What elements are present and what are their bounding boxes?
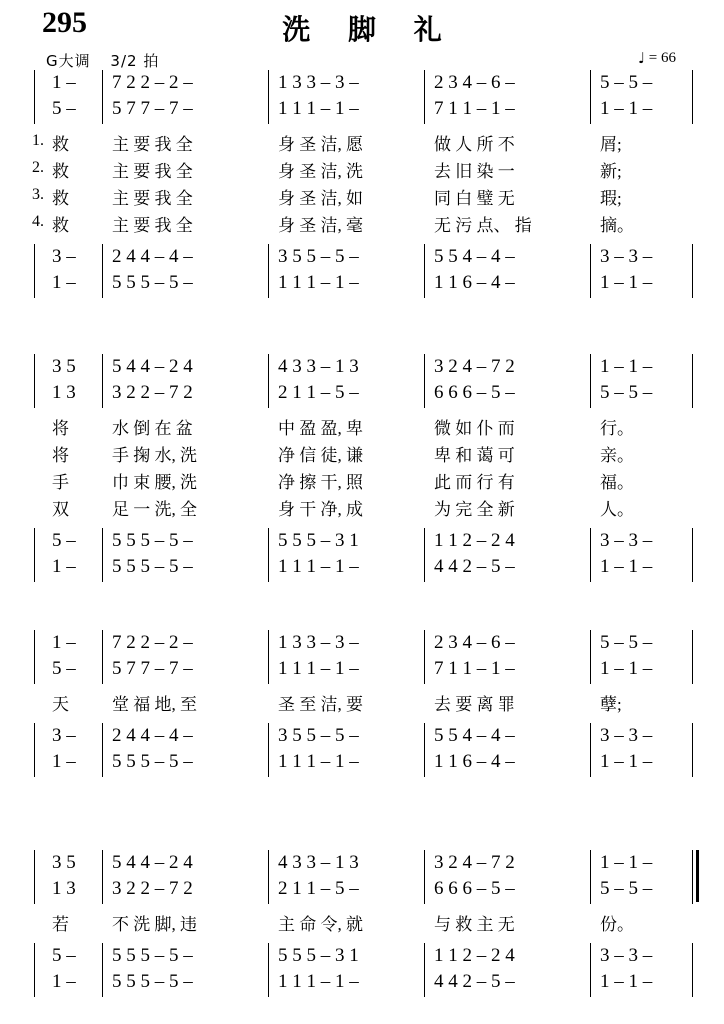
notation-measure: 1 1 2 – 2 4 [434, 945, 515, 966]
barline [102, 354, 103, 382]
notation-measure: 1 1 1 – 1 – [278, 971, 359, 992]
lyric-row [34, 414, 694, 441]
lyric-measure: 孽; [600, 695, 622, 714]
verse-number: 2. [32, 159, 44, 176]
barline [590, 850, 591, 878]
barline [268, 656, 269, 684]
notation-measure: 7 1 1 – 1 – [434, 658, 515, 679]
barline [102, 850, 103, 878]
barline [424, 749, 425, 777]
barline [268, 749, 269, 777]
lyric-measure: 份。 [600, 915, 634, 934]
lyric-measure: 摘。 [600, 216, 634, 235]
lyric-measure: 手 掬 水, 洗 [112, 446, 197, 465]
notation-measure: 1 1 6 – 4 – [434, 751, 515, 772]
barline [102, 656, 103, 684]
notation-measure: 3 2 4 – 7 2 [434, 356, 515, 377]
notation-measure: 4 4 2 – 5 – [434, 971, 515, 992]
barline [268, 630, 269, 658]
barline [692, 354, 693, 382]
barline [590, 630, 591, 658]
lyric-measure: 主 要 我 全 [112, 216, 193, 235]
notation-measure: 3 – 3 – [600, 530, 653, 551]
notation-measure: 3 5 [52, 356, 76, 377]
barline [692, 70, 693, 98]
barline [424, 96, 425, 124]
notation-measure: 6 6 6 – 5 – [434, 382, 515, 403]
lyric-measure: 微 如 仆 而 [434, 419, 515, 438]
lyric-measure: 圣 至 洁, 要 [278, 695, 363, 714]
quarter-note-icon: ♩ [637, 49, 646, 67]
barline [424, 70, 425, 98]
lyric-row [34, 468, 694, 495]
lyric-measure: 屑; [600, 135, 622, 154]
notation-measure: 5 5 5 – 5 – [112, 971, 193, 992]
lyric-measure: 行。 [600, 419, 634, 438]
system-2 [34, 356, 694, 582]
barline [590, 70, 591, 98]
barline [34, 270, 35, 298]
barline [424, 244, 425, 272]
barline [692, 749, 693, 777]
barline [34, 528, 35, 556]
lyric-measure: 新; [600, 162, 622, 181]
lyric-measure: 此 而 行 有 [434, 473, 515, 492]
barline [424, 528, 425, 556]
barline [34, 380, 35, 408]
barline [34, 876, 35, 904]
barline [590, 969, 591, 997]
notation-measure: 1 – 1 – [600, 658, 653, 679]
barline [424, 354, 425, 382]
barline [102, 244, 103, 272]
barline [34, 969, 35, 997]
barline [268, 528, 269, 556]
lyric-measure: 亲。 [600, 446, 634, 465]
notation-measure: 5 5 5 – 3 1 [278, 945, 359, 966]
spacer [34, 717, 694, 725]
lyric-measure: 将 [52, 446, 69, 465]
barline [102, 630, 103, 658]
lyric-measure: 堂 福 地, 至 [112, 695, 197, 714]
barline [34, 943, 35, 971]
barline [424, 380, 425, 408]
barline [268, 723, 269, 751]
barline [692, 969, 693, 997]
notation-measure: 5 – [52, 530, 76, 551]
lyric-measure: 中 盈 盈, 卑 [278, 419, 363, 438]
lyric-measure: 为 完 全 新 [434, 500, 515, 519]
barline [590, 96, 591, 124]
notation-measure: 5 – 5 – [600, 72, 653, 93]
lyric-measure: 去 旧 染 一 [434, 162, 515, 181]
barline [102, 380, 103, 408]
barline [424, 723, 425, 751]
lyric-measure: 与 救 主 无 [434, 915, 515, 934]
barline [424, 876, 425, 904]
lyric-row [34, 690, 694, 717]
notation-measure: 1 1 1 – 1 – [278, 751, 359, 772]
notation-measure: 5 – 5 – [600, 878, 653, 899]
notation-measure: 6 6 6 – 5 – [434, 878, 515, 899]
lyric-measure: 身 圣 洁, 毫 [278, 216, 363, 235]
notation-measure: 2 4 4 – 4 – [112, 725, 193, 746]
staff-row-bass [34, 556, 694, 582]
barline [102, 554, 103, 582]
barline [692, 876, 693, 904]
staff-row-bass [34, 971, 694, 997]
notation-measure: 5 – [52, 98, 76, 119]
staff-row-soprano [34, 356, 694, 382]
staff-row-soprano [34, 72, 694, 98]
notation-measure: 1 1 2 – 2 4 [434, 530, 515, 551]
barline [34, 749, 35, 777]
lyric-measure: 救 [52, 162, 69, 181]
barline [102, 528, 103, 556]
barline [34, 630, 35, 658]
lyric-row [34, 910, 694, 937]
notation-measure: 4 4 2 – 5 – [434, 556, 515, 577]
barline [34, 244, 35, 272]
barline [590, 656, 591, 684]
notation-measure: 1 – [52, 72, 76, 93]
barline [34, 656, 35, 684]
lyric-measure: 主 要 我 全 [112, 162, 193, 181]
barline [590, 943, 591, 971]
key-signature: G大调 [46, 52, 91, 70]
barline [102, 723, 103, 751]
lyric-measure: 去 要 离 罪 [434, 695, 515, 714]
notation-measure: 5 5 4 – 4 – [434, 725, 515, 746]
notation-measure: 3 – 3 – [600, 246, 653, 267]
notation-measure: 2 1 1 – 5 – [278, 382, 359, 403]
notation-measure: 5 5 5 – 3 1 [278, 530, 359, 551]
barline [692, 528, 693, 556]
lyric-measure: 身 圣 洁, 洗 [278, 162, 363, 181]
notation-measure: 1 – 1 – [600, 852, 653, 873]
barline [692, 554, 693, 582]
lyric-measure: 身 圣 洁, 愿 [278, 135, 363, 154]
verse-number: 1. [32, 132, 44, 149]
lyric-measure: 水 倒 在 盆 [112, 419, 193, 438]
barline [102, 70, 103, 98]
system-1 [34, 72, 694, 298]
notation-measure: 1 1 6 – 4 – [434, 272, 515, 293]
notation-measure: 5 5 5 – 5 – [112, 272, 193, 293]
notation-measure: 3 2 4 – 7 2 [434, 852, 515, 873]
tempo-marking [638, 48, 676, 67]
barline [102, 749, 103, 777]
barline [590, 528, 591, 556]
notation-measure: 5 – 5 – [600, 382, 653, 403]
barline [692, 630, 693, 658]
lyric-measure: 同 白 璧 无 [434, 189, 515, 208]
notation-measure: 1 1 1 – 1 – [278, 98, 359, 119]
barline [34, 723, 35, 751]
lyric-measure: 福。 [600, 473, 634, 492]
lyric-measure: 净 信 徒, 谦 [278, 446, 363, 465]
barline [102, 943, 103, 971]
lyric-measure: 双 [52, 500, 69, 519]
notation-measure: 5 5 5 – 5 – [112, 556, 193, 577]
barline [34, 554, 35, 582]
barline [424, 850, 425, 878]
lyric-row [34, 157, 694, 184]
staff-row-alto [34, 658, 694, 684]
tempo-value: = 66 [648, 50, 676, 66]
lyric-measure: 主 要 我 全 [112, 189, 193, 208]
notation-measure: 5 5 4 – 4 – [434, 246, 515, 267]
barline [590, 354, 591, 382]
lyric-measure: 将 [52, 419, 69, 438]
barline [590, 723, 591, 751]
verse-number: 3. [32, 186, 44, 203]
staff-row-tenor [34, 725, 694, 751]
notation-measure: 3 5 5 – 5 – [278, 246, 359, 267]
barline [268, 554, 269, 582]
notation-measure: 5 5 5 – 5 – [112, 945, 193, 966]
time-signature: 3/2 拍 [110, 52, 160, 70]
final-barline [696, 850, 699, 902]
barline [590, 876, 591, 904]
notation-measure: 3 5 [52, 852, 76, 873]
lyric-measure: 不 洗 脚, 违 [112, 915, 197, 934]
notation-measure: 1 – [52, 272, 76, 293]
notation-measure: 1 – 1 – [600, 98, 653, 119]
notation-measure: 3 – 3 – [600, 945, 653, 966]
notation-measure: 3 – [52, 725, 76, 746]
notation-measure: 1 – 1 – [600, 971, 653, 992]
notation-measure: 1 – 1 – [600, 356, 653, 377]
barline [692, 96, 693, 124]
staff-row-soprano [34, 852, 694, 878]
notation-measure: 3 – [52, 246, 76, 267]
spacer [34, 522, 694, 530]
barline [102, 270, 103, 298]
notation-measure: 1 3 [52, 878, 76, 899]
key-meter [46, 50, 159, 71]
barline [268, 969, 269, 997]
notation-measure: 2 3 4 – 6 – [434, 72, 515, 93]
notation-measure: 7 2 2 – 2 – [112, 72, 193, 93]
barline [590, 380, 591, 408]
barline [424, 270, 425, 298]
notation-measure: 5 – [52, 945, 76, 966]
barline [692, 244, 693, 272]
lyric-measure: 若 [52, 915, 69, 934]
system-4 [34, 852, 694, 997]
barline [424, 656, 425, 684]
lyric-measure: 天 [52, 695, 69, 714]
barline [692, 850, 693, 878]
lyric-measure: 救 [52, 216, 69, 235]
barline [692, 943, 693, 971]
notation-measure: 5 7 7 – 7 – [112, 658, 193, 679]
notation-measure: 1 – 1 – [600, 751, 653, 772]
lyric-measure: 主 命 令, 就 [278, 915, 363, 934]
barline [424, 943, 425, 971]
staff-row-alto [34, 878, 694, 904]
notation-measure: 1 – [52, 632, 76, 653]
staff-row-tenor [34, 530, 694, 556]
notation-measure: 1 1 1 – 1 – [278, 658, 359, 679]
notation-measure: 5 5 5 – 5 – [112, 751, 193, 772]
notation-measure: 1 – 1 – [600, 556, 653, 577]
barline [692, 723, 693, 751]
notation-measure: 4 3 3 – 1 3 [278, 852, 359, 873]
lyric-measure: 足 一 洗, 全 [112, 500, 197, 519]
barline [268, 70, 269, 98]
staff-row-alto [34, 98, 694, 124]
barline [102, 969, 103, 997]
spacer [34, 937, 694, 945]
barline [590, 270, 591, 298]
lyric-measure: 救 [52, 135, 69, 154]
notation-measure: 1 3 3 – 3 – [278, 72, 359, 93]
notation-measure: 7 1 1 – 1 – [434, 98, 515, 119]
barline [590, 244, 591, 272]
lyric-measure: 主 要 我 全 [112, 135, 193, 154]
notation-measure: 5 – [52, 658, 76, 679]
notation-measure: 2 1 1 – 5 – [278, 878, 359, 899]
verse-number: 4. [32, 213, 44, 230]
spacer [34, 238, 694, 246]
notation-measure: 1 3 [52, 382, 76, 403]
barline [268, 943, 269, 971]
barline [590, 749, 591, 777]
barline [590, 554, 591, 582]
notation-measure: 2 3 4 – 6 – [434, 632, 515, 653]
notation-measure: 2 4 4 – 4 – [112, 246, 193, 267]
barline [34, 850, 35, 878]
barline [268, 270, 269, 298]
notation-measure: 1 – 1 – [600, 272, 653, 293]
notation-measure: 3 5 5 – 5 – [278, 725, 359, 746]
lyric-measure: 瑕; [600, 189, 622, 208]
notation-measure: 7 2 2 – 2 – [112, 632, 193, 653]
barline [102, 876, 103, 904]
notation-measure: 1 – [52, 751, 76, 772]
lyric-measure: 做 人 所 不 [434, 135, 515, 154]
lyric-row [34, 130, 694, 157]
lyric-measure: 净 擦 干, 照 [278, 473, 363, 492]
barline [102, 96, 103, 124]
notation-measure: 1 – [52, 971, 76, 992]
lyric-measure: 身 圣 洁, 如 [278, 189, 363, 208]
notation-measure: 5 – 5 – [600, 632, 653, 653]
barline [424, 554, 425, 582]
staff-row-soprano [34, 632, 694, 658]
notation-measure: 3 2 2 – 7 2 [112, 878, 193, 899]
notation-measure: 5 5 5 – 5 – [112, 530, 193, 551]
lyric-measure: 身 干 净, 成 [278, 500, 363, 519]
staff-row-tenor [34, 246, 694, 272]
notation-measure: 3 2 2 – 7 2 [112, 382, 193, 403]
lyric-row [34, 441, 694, 468]
staff-row-alto [34, 382, 694, 408]
lyric-measure: 救 [52, 189, 69, 208]
lyric-measure: 无 污 点、 指 [434, 216, 532, 235]
notation-measure: 3 – 3 – [600, 725, 653, 746]
barline [34, 96, 35, 124]
staff-row-bass [34, 751, 694, 777]
lyric-row [34, 211, 694, 238]
notation-measure: 1 1 1 – 1 – [278, 556, 359, 577]
system-3 [34, 632, 694, 777]
lyric-measure: 人。 [600, 500, 634, 519]
lyric-measure: 巾 束 腰, 洗 [112, 473, 197, 492]
lyric-row [34, 495, 694, 522]
barline [268, 244, 269, 272]
lyric-row [34, 184, 694, 211]
barline [268, 380, 269, 408]
barline [34, 70, 35, 98]
barline [424, 969, 425, 997]
notation-measure: 1 1 1 – 1 – [278, 272, 359, 293]
notation-measure: 1 – [52, 556, 76, 577]
barline [268, 96, 269, 124]
notation-measure: 5 7 7 – 7 – [112, 98, 193, 119]
barline [424, 630, 425, 658]
notation-measure: 5 4 4 – 2 4 [112, 356, 193, 377]
lyric-measure: 卑 和 蔼 可 [434, 446, 515, 465]
barline [34, 354, 35, 382]
staff-row-bass [34, 272, 694, 298]
barline [692, 656, 693, 684]
notation-measure: 4 3 3 – 1 3 [278, 356, 359, 377]
barline [692, 380, 693, 408]
staff-row-tenor [34, 945, 694, 971]
lyric-measure: 手 [52, 473, 69, 492]
hymn-number: 295 [42, 6, 87, 39]
notation-measure: 5 4 4 – 2 4 [112, 852, 193, 873]
barline [268, 850, 269, 878]
page-title: 洗 脚 礼 [282, 13, 456, 46]
barline [692, 270, 693, 298]
notation-measure: 1 3 3 – 3 – [278, 632, 359, 653]
barline [268, 354, 269, 382]
barline [268, 876, 269, 904]
